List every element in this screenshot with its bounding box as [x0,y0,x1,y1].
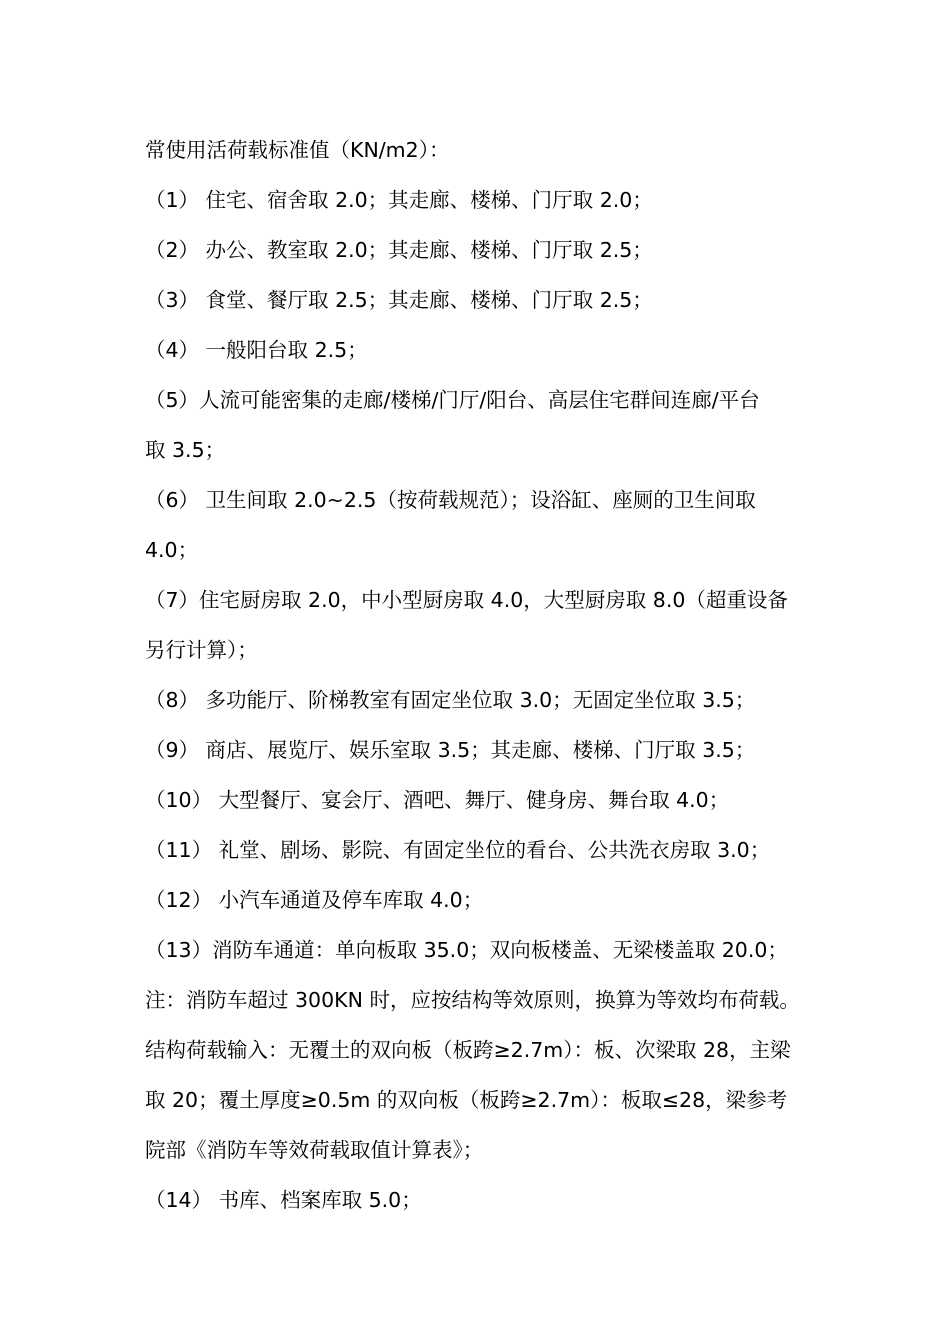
list-item-13: （13）消防车通道：单向板取 35.0；双向板楼盖、无梁楼盖取 20.0； [145,938,788,962]
list-item-6-line-1: （6） 卫生间取 2.0~2.5（按荷载规范）；设浴缸、座厕的卫生间取 [145,488,756,512]
note-line-2: 结构荷载输入：无覆土的双向板（板跨≥2.7m）：板、次梁取 28，主梁 [145,1038,791,1062]
list-item-14: （14） 书库、档案库取 5.0； [145,1188,422,1212]
list-item-9: （9） 商店、展览厅、娱乐室取 3.5；其走廊、楼梯、门厅取 3.5； [145,738,756,762]
list-item-12: （12） 小汽车通道及停车库取 4.0； [145,888,484,912]
list-item-2: （2） 办公、教室取 2.0；其走廊、楼梯、门厅取 2.5； [145,238,653,262]
paragraph-intro: 常使用活荷载标准值（KN/m2）： [145,138,450,162]
list-item-7-line-1: （7）住宅厨房取 2.0，中小型厨房取 4.0，大型厨房取 8.0（超重设备 [145,588,788,612]
list-item-8: （8） 多功能厅、阶梯教室有固定坐位取 3.0；无固定坐位取 3.5； [145,688,756,712]
list-item-1: （1） 住宅、宿舍取 2.0；其走廊、楼梯、门厅取 2.0； [145,188,653,212]
note-line-3: 取 20；覆土厚度≥0.5m 的双向板（板跨≥2.7m）：板取≤28，梁参考 [145,1088,788,1112]
list-item-11: （11） 礼堂、剧场、影院、有固定坐位的看台、公共洗衣房取 3.0； [145,838,771,862]
list-item-10: （10） 大型餐厅、宴会厅、酒吧、舞厅、健身房、舞台取 4.0； [145,788,730,812]
list-item-4: （4） 一般阳台取 2.5； [145,338,368,362]
list-item-5-line-2: 取 3.5； [145,438,226,462]
list-item-5-line-1: （5）人流可能密集的走廊/楼梯/门厅/阳台、高层住宅群间连廊/平台 [145,388,760,412]
note-line-1: 注：消防车超过 300KN 时，应按结构等效原则，换算为等效均布荷载。 [145,988,800,1012]
note-line-4: 院部《消防车等效荷载取值计算表》； [145,1138,484,1162]
list-item-7-line-2: 另行计算）； [145,638,258,662]
list-item-3: （3） 食堂、餐厅取 2.5；其走廊、楼梯、门厅取 2.5； [145,288,653,312]
list-item-6-line-2: 4.0； [145,538,199,562]
